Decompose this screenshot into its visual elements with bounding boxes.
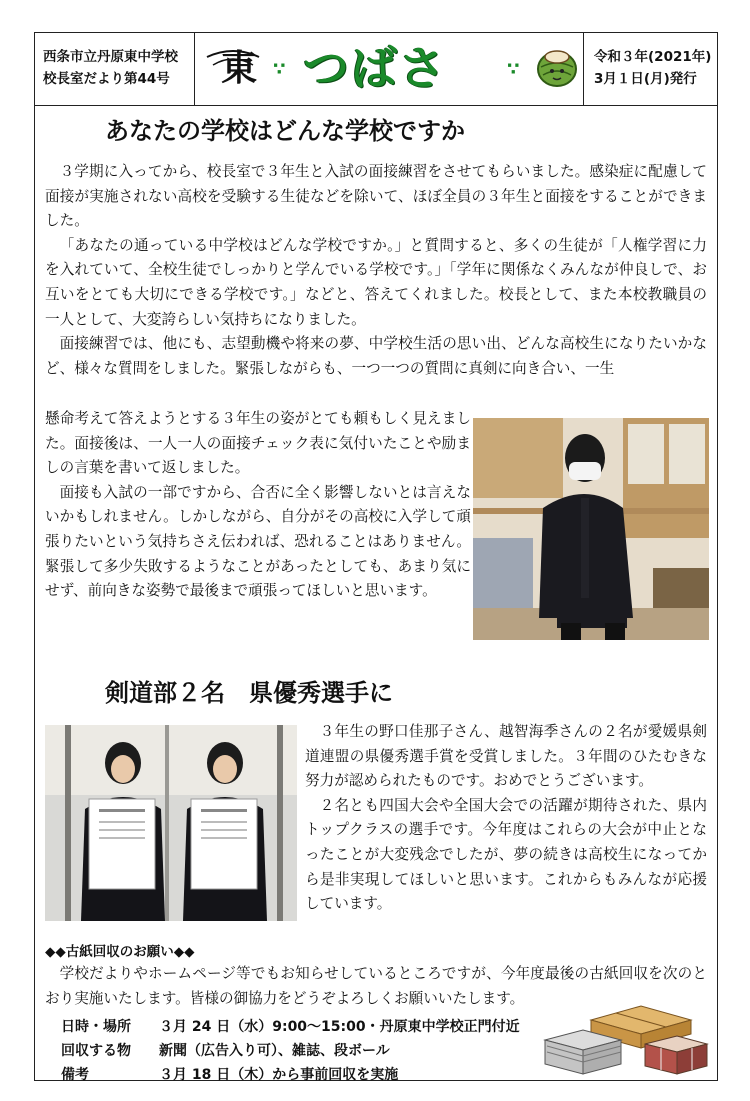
notice-detail-value: ３月 18 日（木）から事前回収を実施 xyxy=(159,1067,399,1083)
notice-detail-row xyxy=(61,1039,390,1063)
issue-date: 3月１日(月)発行 xyxy=(594,71,697,87)
date-box xyxy=(583,33,717,105)
notice-detail-label: 回収する物 xyxy=(61,1043,131,1059)
article1-paragraph-3b: 懸命考えて答えようとする３年生の姿がとても頼もしく見えました。面接後は、一人一人の面接チェック表に気付いたことや励ましの言葉を書いて返しました。 xyxy=(45,410,471,477)
issue-number: 校長室だより第44号 xyxy=(43,71,170,87)
newsletter-logo xyxy=(195,33,583,105)
article1-paragraph-4: 面接も入試の一部ですから、合否に全く影響しないとは言えないかもしれません。しかしながら、自分がその高校に入学して頑張りたいという気持ちさえ伝われば、恐れることはありません。緊張して多少失敗するようなことがあったとしても、あまり気にせず、前向きな姿勢で最後まで頑張ってほしいと思います。 xyxy=(45,483,471,600)
notice-detail-value: 新聞（広告入り可）、雑誌、段ボール xyxy=(159,1043,390,1059)
article2-heading: 剣道部２名 県優秀選手に xyxy=(105,679,393,707)
school-info-box xyxy=(35,33,195,105)
article1-paragraph-1: ３学期に入ってから、校長室で３年生と入試の面接練習をさせてもらいました。感染症に配慮して面接が実施されない高校を受験する生徒などを除いて、ほぼ全員の３年生と面接をすることができました。 xyxy=(45,163,707,230)
newsletter-title: つばさ xyxy=(303,41,447,95)
era-year: 令和３年(2021年) xyxy=(594,49,712,65)
interview-photo-image xyxy=(473,418,709,640)
article2-body xyxy=(305,720,707,917)
notice-title: ◆◆古紙回収のお願い◆◆ xyxy=(45,944,195,960)
notice-detail-value: ３月 24 日（水）9:00～15:00・丹原東中学校正門付近 xyxy=(159,1019,520,1035)
school-name: 西条市立丹原東中学校 xyxy=(43,49,178,65)
notice-detail-row xyxy=(61,1015,520,1039)
article2-paragraph-1: ３年生の野口佳那子さん、越智海季さんの２名が愛媛県剣道連盟の県優秀選手賞を受賞しました。３年間のひたむきな努力が認められたものです。おめでとうございます。 xyxy=(305,723,707,790)
notice-text: 学校だよりやホームページ等でもお知らせしているところですが、今年度最後の古紙回収を次のとおり実施いたします。皆様の御協力をどうぞよろしくお願いいたします。 xyxy=(45,965,707,1007)
logo-kanji: 東 xyxy=(221,48,258,89)
article1-body-top xyxy=(45,160,707,381)
article1-paragraph-2: 「あなたの通っている中学校はどんな学校ですか。」と質問すると、多くの生徒が「人権学習に力を入れていて、全校生徒でしっかりと学んでいる学校です。」「学年に関係なくみんなが仲良しで、お互いをとても大切にできる学校です。」などと、答えてくれました。校長として、また本校教職員の一人として、大変誇らしい気持ちになりました。 xyxy=(45,236,707,328)
article1-body-wrap xyxy=(45,407,471,604)
notice-detail-label: 備考 xyxy=(61,1067,89,1083)
article1-heading: あなたの学校はどんな学校ですか xyxy=(105,117,465,145)
newsletter-page xyxy=(34,32,718,1083)
notice-detail-row xyxy=(61,1063,398,1087)
kendo-award-photo xyxy=(45,725,297,921)
content-frame xyxy=(34,104,718,1081)
interview-photo xyxy=(473,418,709,640)
masthead xyxy=(34,32,718,106)
recycling-bundles-icon xyxy=(541,1000,711,1076)
kashiwa-mochi-icon xyxy=(535,45,579,91)
dots-right-icon: ∵ xyxy=(507,59,520,80)
article2-paragraph-2: ２名とも四国大会や全国大会での活躍が期待された、県内トップクラスの選手です。今年度はこれらの大会が中止となったことが大変残念でしたが、夢の続きは高校生になってから是非実現してほしいと思います。これからもみんなが応援しています。 xyxy=(305,796,707,913)
notice-detail-label: 日時・場所 xyxy=(61,1019,131,1035)
dots-left-icon: ∵ xyxy=(273,59,286,80)
kendo-award-photo-image xyxy=(45,725,297,921)
article1-paragraph-3a: 面接練習では、他にも、志望動機や将来の夢、中学校生活の思い出、どんな高校生になりたいかなど、様々な質問をしました。緊張しながらも、一つ一つの質問に真剣に向き合い、一生 xyxy=(45,335,707,377)
